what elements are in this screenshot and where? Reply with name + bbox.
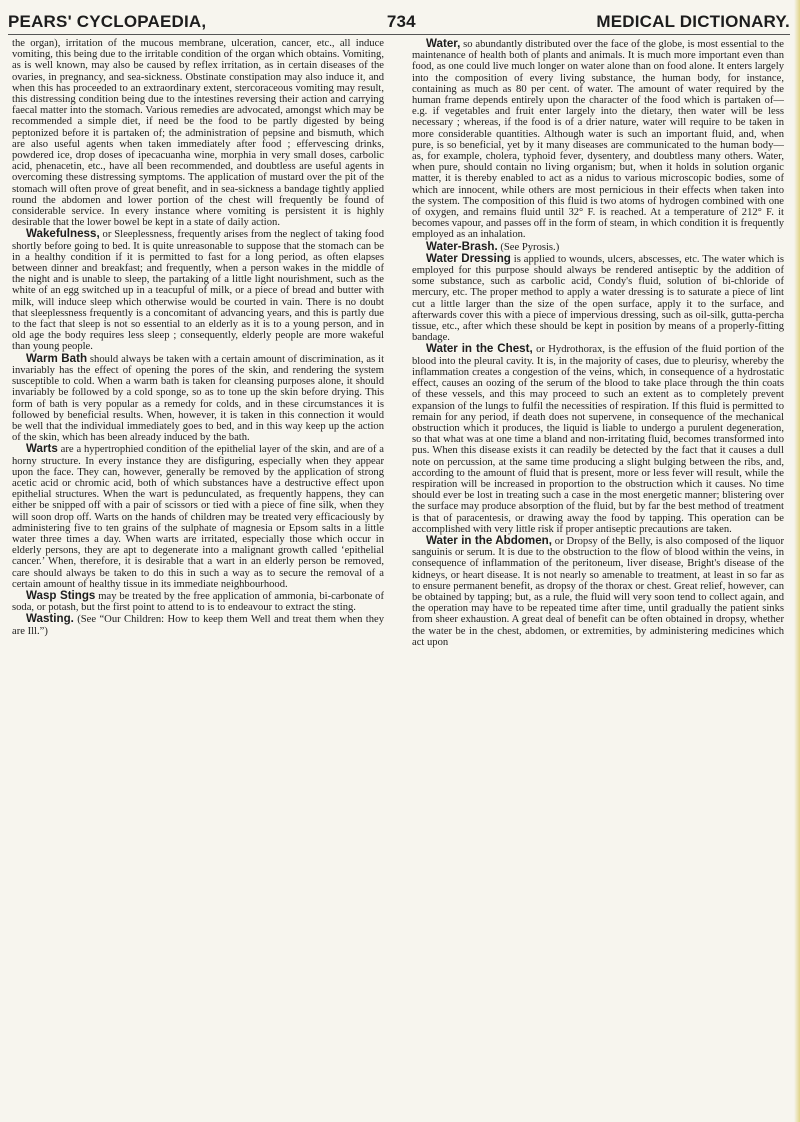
headword: Water in the Abdomen, xyxy=(426,533,552,547)
entry-water-dressing: Water Dressing is applied to wounds, ulcers, abscesses, etc. The water which is employed for this purpose should always be rendered antiseptic by the addition of some substance, such as carbolic acid, Condy's fluid, solution of bi-chloride of mercury, etc. The proper method to apply a water dressing is to saturate a piece of lint cut a little larger than the size of the open surface, apply it to the surface, and afterwards cover this with a piece of impervious dressing, such as oil-silk, gutta-percha tissue, etc., after which these should be kept in position by means of a properly-fitting bandage. xyxy=(412,251,784,344)
entry-wasting: Wasting. (See “Our Children: How to keep them Well and treat them when they are Ill.”) xyxy=(12,612,384,637)
left-column xyxy=(12,38,384,1118)
entry-warts: Warts are a hypertrophied condition of the epithelial layer of the skin, and are of a horny structure. In every instance they are disfiguring, especially when they appear upon the face. They can, however, generally be removed by the application of strong acetic acid or chromic acid, both of which substances have a destructive effect upon epithelial structures. When the wart is pedunculated, as frequently happens, they can either be snipped off with a pair of scissors or tied with a piece of fine silk, when they will soon drop off. Warts on the hands of children may be treated very efficaciously by administering five to ten grains of the sulphate of magnesia or Epsom salts in a little water three times a day. When warts are irritated, especially those which occur in elderly persons, they are apt to degenerate into a malignant growth called ‘epithelial cancer.’ When, therefore, it is desirable that a wart in an elderly person be removed, care should always be taken to do this in such a way as to secure the removal of a certain amount of healthy tissue in its immediate neighbourhood. xyxy=(12,442,384,590)
page-edge xyxy=(794,0,800,1122)
right-column xyxy=(412,38,784,1118)
entry-water-in-abdomen: Water in the Abdomen, or Dropsy of the Belly, is also composed of the liquor sanguinis or serum. It is due to the obstruction to the flow of blood within the veins, in consequence of inflammation of the peritoneum, liver disease, Bright's disease of the kidneys, or heart disease. It is not nearly so amenable to treatment, at least in so far as to ensure permanent benefit, as dropsy of the thorax or chest. Great relief, however, can be obtained by tapping; but, as a rule, the fluid will very soon tend to collect again, and the operation may have to be repeated time after time, until gradually the patient sinks from sheer exhaustion. A great deal of benefit can be often obtained in dropsy, whether the water be in the chest, abdomen, or extremities, by administering medicines which act upon xyxy=(412,533,784,648)
entry-water: Water, so abundantly distributed over the face of the globe, is most essential to the maintenance of health both of plants and animals. It is much more important even than food, as one could live much longer on water alone than on food alone. It enters largely into the composition of every living substance, the human body, for instance, containing as much as 80 per cent. of water. The amount of water required by the human frame depends entirely upon the character of the food which is partaken of—e.g. if vegetables and fruit enter largely into the dietary, then water will be less necessary ; whereas, if the food is of a drier nature, water will require to be taken in more considerable quantities. Although water is such an important fluid, and, when pure, is so beneficial, yet by it many diseases are communicated to the human body—as, for example, cholera, typhoid fever, dysentery, and doubtless many others. Water, when pure, should contain no living organism; but, when it holds in solution organic matter, it is thereby enabled to act as a nidus to various microscopic bodies, some of which are innocent, while others are most pernicious in their effects when taken into the system. The composition of this fluid is two atoms of hydrogen combined with one of oxygen, and remains fluid until 32° F. is reached. At a temperature of 212° F. it becomes vapour, and passes off in the form of steam, in which condition it is frequently employed as an inhalation. xyxy=(412,38,784,241)
running-title: PEARS' CYCLOPAEDIA, xyxy=(8,12,207,31)
entry-vomiting-continued: the organ), irritation of the mucous membrane, ulceration, cancer, etc., all induce vomiting, this being due to the irritable condition of the organ which obtains. Vomiting, as is well known, may also be caused by reflex irritation, as in certain diseases of the ovaries, in pregnancy, and sea-sickness. Obstinate constipation may also induce it, and when this has proceeded to an extraordinary extent, stercoraceous vomiting may result, this distressing condition being due to the intestines reversing their action and carrying faecal matter into the stomach. Various remedies are advocated, amongst which may be recommended a simple diet, if need be the food to be partly digested by being peptonized before it is partaken of; the administration of pepsine and bismuth, which are also useful agents when taken immediately after food ; effervescing drinks, powdered ice, drop doses of ipecacuanha wine, morphia in very small doses, carbolic acid, phenacetin, etc., have all been recommended, and doubtless are useful agents in overcoming these distressing symptoms. The application of mustard over the pit of the stomach will often prove of great benefit, and in sea-sickness a bandage tightly applied round the abdomen and lower portion of the chest will frequently be found of considerable service. In every instance where vomiting is persistent it is highly desirable that the lower bowel be kept in a state of daily action. xyxy=(12,38,384,229)
page-header xyxy=(8,8,790,35)
entry-warm-bath: Warm Bath should always be taken with a certain amount of discrimination, as it invariably has the effect of opening the pores of the skin, and rendering the system susceptible to cold. When a warm bath is taken for cleansing purposes alone, it should invariably be followed by a cold sponge, so as to tone up the skin before drying. This form of bath is very popular as a remedy for colds, and in these circumstances it is followed by beneficial results. When, however, it is taken in this connection it would be well that the individual immediately goes to bed, and in this way keep up the action of the skin, which has been already induced by the bath. xyxy=(12,351,384,444)
entry-wasp-stings: Wasp Stings may be treated by the free application of ammonia, bi-carbonate of soda, or potash, but the first point to attend to is to endeavour to extract the sting. xyxy=(12,588,384,614)
page-number: 734 xyxy=(386,12,416,31)
headword: Wasting. xyxy=(26,612,74,626)
entry-wakefulness: Wakefulness, or Sleeplessness, frequently arises from the neglect of taking food shortly before going to bed. It is quite unreasonable to suppose that the stomach can be in a healthy condition if it is permitted to fast for a long period, as often elapses between dinner and breakfast; and frequently, when a person wakes in the middle of the night and is unable to sleep, the partaking of a little light nourishment, such as the white of an egg switched up in a teacupful of milk, or a piece of bread and butter with milk, will induce sleep which otherwise would be courted in vain. There is no doubt that sleeplessness frequently is a concomitant of advancing years, and this is partly due to the fact that sleep is not so essential to an elderly as it is to a young person, and in old age the body requires less sleep ; consequently, elderly people are more wakeful than young people. xyxy=(12,227,384,353)
headword: Water-Brash. xyxy=(426,239,498,253)
headword: Wasp Stings xyxy=(26,588,96,602)
headword: Warm Bath xyxy=(26,351,88,365)
section-title: MEDICAL DICTIONARY. xyxy=(596,12,790,31)
headword: Water in the Chest, xyxy=(426,342,533,356)
headword: Wakefulness, xyxy=(26,227,100,241)
entry-water-brash: Water-Brash. (See Pyrosis.) xyxy=(426,239,560,253)
entry-water-in-chest: Water in the Chest, or Hydrothorax, is the effusion of the fluid portion of the blood into the pleural cavity. It is, in the majority of cases, due to pleurisy, whereby the inflammation creates a congestion of the veins, which, in consequence of a hydrostatic effect, causes an oozing of the serum of the blood to take place through the thin coats of these vessels, and this may proceed to such an extent as to completely prevent expansion of the lungs to fulfil the necessities of respiration. If this fluid is permitted to remain for any period, if death does not supervene, in consequence of the mechanical obstruction which it produces, the liquid is liable to undergo a purulent degeneration, so that what was at one time a bland and non-irritating fluid, becomes transformed into pus. When this disease exists it can readily be detected by the fact that it causes a dull note on percussion, at the same time producing a slight bulging between the ribs, and, according to the amount of fluid that is present, more or less fever will result, while the respiration will be increased in proportion to the obstruction which it causes. No time should ever be lost in treating such a case in the most energetic manner; blistering over the surface may produce absorption of the fluid, but by far the best method of treatment is that of paracentesis, or drawing away the food by tapping. This operation can be accomplished with very little risk if proper antiseptic precautions are taken. xyxy=(412,342,784,535)
headword: Water Dressing xyxy=(426,251,511,265)
headword: Water, xyxy=(426,38,461,50)
headword: Warts xyxy=(26,442,58,456)
